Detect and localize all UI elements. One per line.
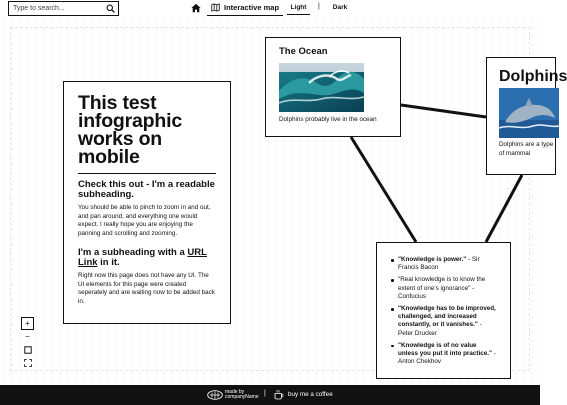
coffee-cup-icon <box>274 389 284 400</box>
dolphin-title: Dolphins <box>499 68 567 85</box>
quote-author: - Sir Francis Bacon <box>398 256 480 272</box>
subheading: Check this out - I'm a readable subheading. <box>78 179 215 200</box>
zoom-out-button[interactable]: − <box>25 332 30 341</box>
quote-text: "Knowledge has to be improved, challenged, and increased constantly, or it vanishes." <box>398 305 496 329</box>
subheading-with-link <box>78 248 216 268</box>
made-by-text <box>225 390 259 400</box>
made-by-line2: companyName <box>225 394 259 400</box>
map-canvas[interactable] <box>0 17 567 385</box>
quote-author: - Anton Chekhov <box>398 350 496 366</box>
buy-coffee-link[interactable] <box>274 389 333 400</box>
body-text: You should be able to pinch to zoom in and out, and pan around, and everything one would expect. I really hope you are enjoying the panning and scrolling and zooming. <box>78 204 211 238</box>
subheading2-suffix: in it. <box>97 256 120 268</box>
theme-separator: | <box>318 3 320 10</box>
connector-ocean-quotes <box>351 137 416 242</box>
search-input[interactable] <box>13 3 103 14</box>
buy-coffee-label: buy me a coffee <box>288 391 333 398</box>
made-by-link[interactable] <box>207 390 259 400</box>
zoom-in-button[interactable]: + <box>21 317 34 330</box>
quote-text: "Knowledge is power." <box>398 256 467 263</box>
dolphin-image <box>499 88 559 138</box>
dolphin-caption: Dolphins are a type of mammal <box>499 141 554 157</box>
connector-ocean-dolphins <box>401 105 486 117</box>
quotes-card[interactable] <box>376 242 511 379</box>
subheading2-prefix: I'm a subheading with a <box>78 246 188 258</box>
quote-item <box>391 305 498 338</box>
quotes-list <box>391 256 498 366</box>
main-info-card <box>63 81 231 324</box>
zoom-controls <box>21 317 34 369</box>
fullscreen-icon <box>24 359 32 367</box>
footer-separator: | <box>264 390 266 397</box>
made-by-line1: made by <box>225 389 245 395</box>
theme-dark-button[interactable]: Dark <box>332 4 348 11</box>
theme-light-button[interactable]: Light <box>287 2 310 15</box>
dolphin-card[interactable] <box>486 57 567 175</box>
fullscreen-button[interactable] <box>21 356 34 369</box>
quote-item <box>391 276 498 301</box>
quote-text: "Knowledge is of no value unless you put it into practice." <box>398 341 492 358</box>
map-icon <box>211 3 220 12</box>
home-icon[interactable] <box>191 3 201 13</box>
connector-dolphins-quotes <box>486 175 522 242</box>
ocean-card[interactable] <box>265 37 401 137</box>
url-link[interactable]: URL Link <box>78 246 207 268</box>
search-box[interactable] <box>8 1 119 16</box>
title-divider <box>78 173 216 174</box>
top-bar <box>0 0 540 17</box>
ocean-wave-image <box>279 63 364 112</box>
quote-item <box>391 256 498 272</box>
search-icon[interactable] <box>106 4 115 13</box>
fit-screen-icon <box>24 346 32 354</box>
fit-screen-button[interactable] <box>21 343 34 356</box>
quote-author: - Confucius <box>398 284 475 300</box>
quote-item <box>391 342 498 367</box>
body-text-2: Right now this page does not have any UI. The UI elements for this page were created seperately and are waiting now to be added back in. <box>78 271 215 305</box>
footer-bar <box>0 385 540 405</box>
quote-text: "Real knowledge is to know the extent of one's ignorance" <box>398 276 486 292</box>
quote-author: - Peter Drucker <box>398 321 482 337</box>
map-tab-label: Interactive map <box>224 3 280 12</box>
main-title: This test infographic works on mobile <box>78 92 182 168</box>
ocean-caption: Dolphins probably live in the ocean <box>279 116 377 123</box>
tab-interactive-map[interactable] <box>207 0 283 16</box>
company-logo-icon <box>207 390 223 400</box>
ocean-title: The Ocean <box>279 46 328 57</box>
